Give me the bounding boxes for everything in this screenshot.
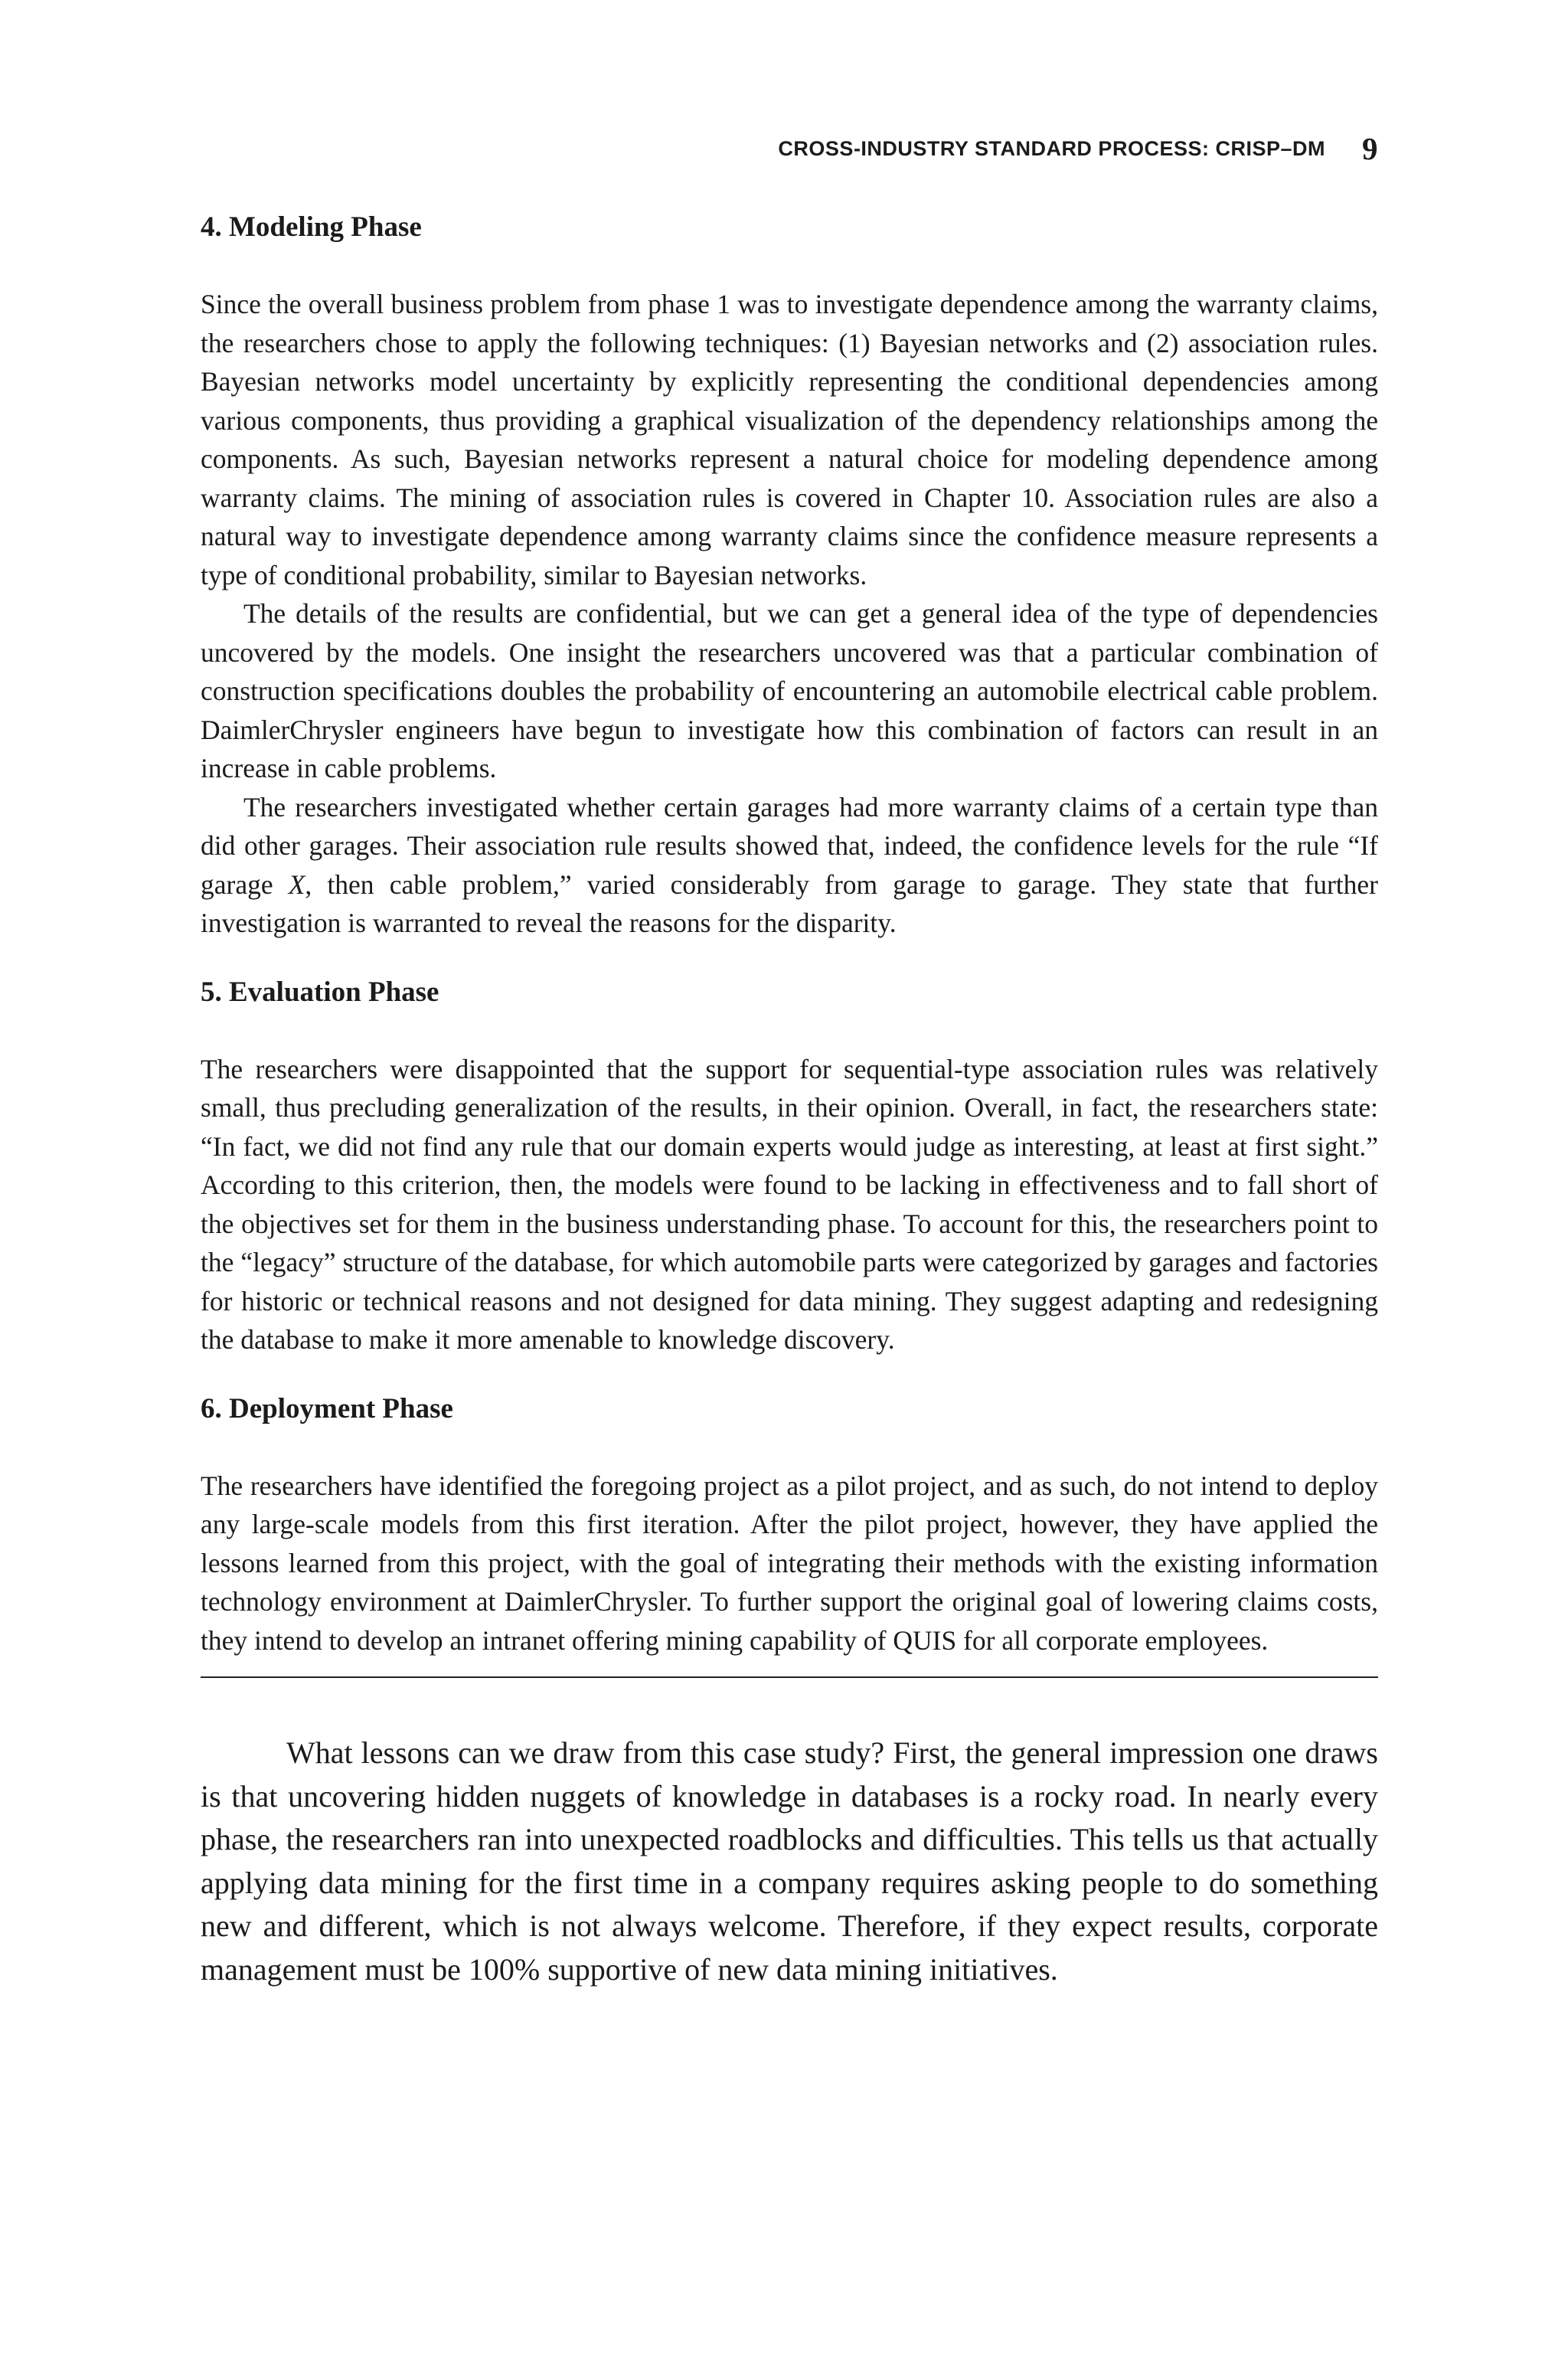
deployment-phase-heading: 6. Deployment Phase [201, 1392, 453, 1424]
modeling-paragraph-2: The details of the results are confidential, but we can get a general idea of the type of dependencies uncovered by the models. One insight the researchers uncovered was that a particular combination of construction specifications doubles the probability of encountering an automobile electrical cable problem. DaimlerChrysler engineers have begun to investigate how this combination of factors can result in an increase in cable problems. [201, 598, 1378, 783]
page-content [201, 208, 1378, 2022]
running-header [0, 129, 1378, 167]
box-bottom-rule [201, 1676, 1378, 1678]
modeling-phase-heading: 4. Modeling Phase [201, 211, 422, 243]
garage-variable: X [288, 868, 305, 900]
evaluation-phase-heading: 5. Evaluation Phase [201, 976, 439, 1008]
modeling-paragraph-3-end: , then cable problem,” varied considerably from garage to garage. They state that further investigation is warranted to reveal the reasons for the disparity. [201, 868, 1378, 938]
modeling-paragraph-3 [201, 788, 1378, 943]
deployment-paragraph: The researchers have identified the foregoing project as a pilot project, and as such, do not intend to deploy any large-scale models from this first iteration. After the pilot project, however, they have applied the lessons learned from this project, with the goal of integrating their methods with the existing information technology environment at DaimlerChrysler. To further support the original goal of lowering claims costs, they intend to develop an intranet offering mining capability of QUIS for all corporate employees. [201, 1470, 1378, 1656]
modeling-paragraph-3-start: The researchers investigated whether certain garages had more warranty claims of a certain type than did other garages. Their association rule results showed that, indeed, the confidence levels for the rule “If garage [201, 791, 1378, 900]
case-study-box [201, 208, 1378, 1678]
lessons-paragraph: What lessons can we draw from this case study? First, the general impression one draws is that uncovering hidden nuggets of knowledge in databases is a rocky road. In nearly every phase, the researchers ran into unexpected roadblocks and difficulties. This tells us that actually applying data mining for the first time in a company requires asking people to do something new and different, which is not always welcome. Therefore, if they expect results, corporate management must be 100% supportive of new data mining initiatives. [201, 1735, 1378, 1987]
page-number: 9 [1362, 130, 1378, 166]
modeling-paragraph-1: Since the overall business problem from phase 1 was to investigate dependence among the warranty claims, the researchers chose to apply the following techniques: (1) Bayesian networks and (2) association rules. Bayesian networks model uncertainty by explicitly representing the conditional dependencies among various components, thus providing a graphical visualization of the dependency relationships among the components. As such, Bayesian networks represent a natural choice for modeling dependence among warranty claims. The mining of association rules is covered in Chapter 10. Association rules are also a natural way to investigate dependence among warranty claims since the confidence measure represents a type of conditional probability, similar to Bayesian networks. [201, 289, 1378, 590]
running-title: CROSS-INDUSTRY STANDARD PROCESS: CRISP–DM [778, 136, 1325, 160]
evaluation-paragraph: The researchers were disappointed that the support for sequential-type association rules was relatively small, thus precluding generalization of the results, in their opinion. Overall, in fact, the researchers state: “In fact, we did not find any rule that our domain experts would judge as interesting, at least at first sight.” According to this criterion, then, the models were found to be lacking in effectiveness and to fall short of the objectives set for them in the business understanding phase. To account for this, the researchers point to the “legacy” structure of the database, for which automobile parts were categorized by garages and factories for historic or technical reasons and not designed for data mining. They suggest adapting and redesigning the database to make it more amenable to knowledge discovery. [201, 1053, 1378, 1355]
